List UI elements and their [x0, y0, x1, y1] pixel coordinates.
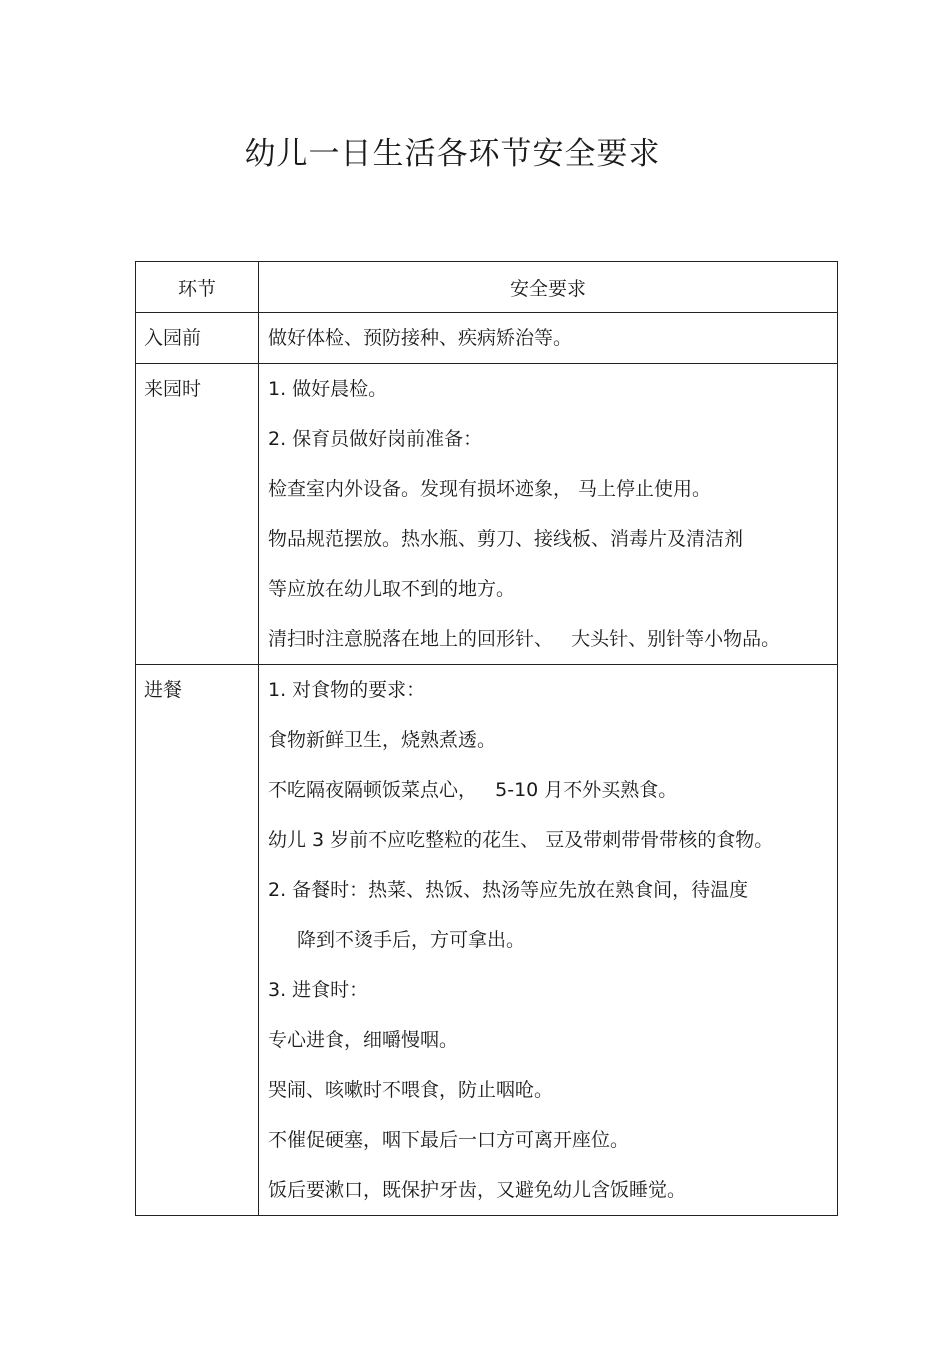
requirement-line: 1. 做好晨检。 [268, 378, 388, 400]
requirements-cell [259, 665, 838, 1216]
requirement-line: 2. 保育员做好岗前准备： [268, 428, 483, 450]
page-title: 幼儿一日生活各环节安全要求 [244, 136, 661, 172]
requirement-line: 3. 进食时： [268, 979, 369, 1001]
requirement-line: 2. 备餐时：热菜、热饭、热汤等应先放在熟食间，待温度 [268, 879, 749, 901]
safety-requirements-table [135, 261, 838, 1216]
requirement-line: 清扫时注意脱落在地上的回形针、 大头针、别针等小物品。 [268, 628, 781, 650]
requirements-cell [259, 313, 838, 364]
requirement-line: 哭闹、咳嗽时不喂食，防止咽呛。 [268, 1079, 554, 1101]
requirement-line: 1. 对食物的要求： [268, 679, 426, 701]
table-row [136, 665, 838, 1216]
requirement-line: 不吃隔夜隔顿饭菜点心， 5-10 月不外买熟食。 [268, 779, 678, 801]
requirement-line: 不催促硬塞，咽下最后一口方可离开座位。 [268, 1129, 630, 1151]
requirement-line: 专心进食，细嚼慢咽。 [268, 1029, 459, 1051]
table-row [136, 313, 838, 364]
requirements-cell [259, 364, 838, 665]
requirement-line: 检查室内外设备。发现有损坏迹象， 马上停止使用。 [268, 478, 712, 500]
table-header-row [136, 262, 838, 313]
requirement-line: 降到不烫手后，方可拿出。 [297, 929, 526, 951]
column-header-stage: 环节 [136, 262, 259, 313]
requirement-line: 物品规范摆放。热水瓶、剪刀、接线板、消毒片及清洁剂 [268, 528, 744, 550]
requirement-line: 饭后要漱口，既保护牙齿，又避免幼儿含饭睡觉。 [268, 1179, 687, 1201]
stage-cell: 来园时 [136, 364, 259, 665]
requirement-line: 等应放在幼儿取不到的地方。 [268, 578, 516, 600]
requirement-line: 幼儿 3 岁前不应吃整粒的花生、 豆及带刺带骨带核的食物。 [268, 829, 774, 851]
stage-cell: 入园前 [136, 313, 259, 364]
column-header-requirements: 安全要求 [259, 262, 838, 313]
requirement-line: 做好体检、预防接种、疾病矫治等。 [268, 327, 573, 349]
requirement-line: 食物新鲜卫生，烧熟煮透。 [268, 729, 497, 751]
table-row [136, 364, 838, 665]
stage-cell: 进餐 [136, 665, 259, 1216]
